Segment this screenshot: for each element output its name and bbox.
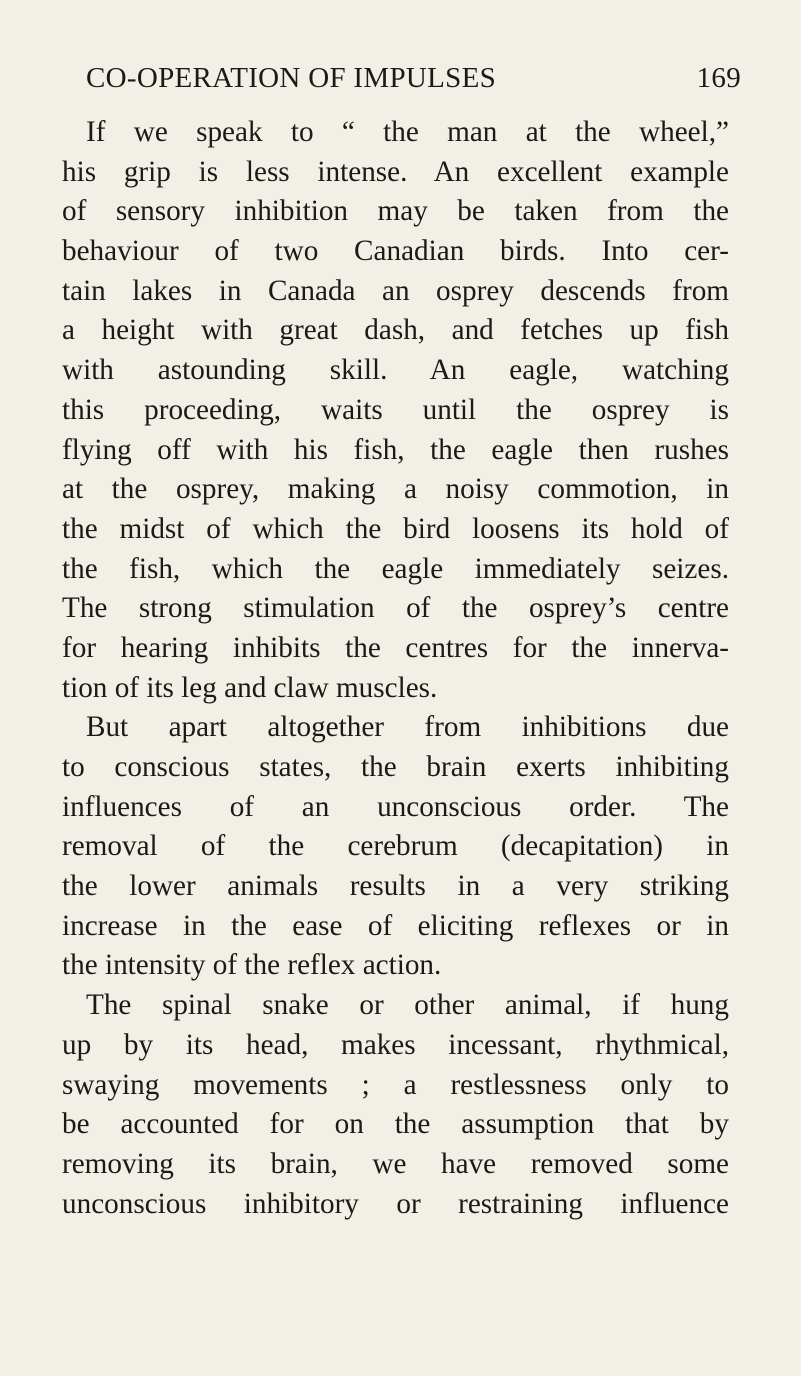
text-line: the intensity of the reflex action.: [62, 949, 442, 982]
text-line: the midst of which the bird loosens its hold of: [62, 512, 729, 545]
text-line: his grip is less intense. An excellent example: [62, 155, 729, 188]
text-line: to conscious states, the brain exerts inhibiting: [62, 751, 729, 783]
text-line: flying off with his fish, the eagle then rushes: [62, 433, 729, 466]
running-head-title: CO-OPERATION OF IMPULSES: [86, 62, 497, 94]
text-line: for hearing inhibits the centres for the innerva-: [62, 631, 729, 664]
text-line: be accounted for on the assumption that by: [62, 1108, 729, 1141]
text-line: swaying movements ; a restlessness only to: [62, 1068, 729, 1101]
text-line: at the osprey, making a noisy commotion, in: [62, 473, 729, 506]
page-number: 169: [696, 62, 741, 94]
text-line: up by its head, makes incessant, rhythmical,: [62, 1028, 729, 1061]
text-line: removal of the cerebrum (decapitation) in: [62, 830, 729, 863]
text-line: If we speak to “ the man at the wheel,”: [86, 116, 729, 148]
text-line: removing its brain, we have removed some: [62, 1147, 729, 1180]
running-head: [62, 62, 741, 98]
text-line: increase in the ease of eliciting reflexes or in: [62, 909, 729, 942]
text-line: a height with great dash, and fetches up fish: [62, 314, 729, 347]
text-line: But apart altogether from inhibitions due: [86, 711, 729, 744]
text-line: the lower animals results in a very striking: [62, 870, 729, 903]
text-line: this proceeding, waits until the osprey is: [62, 393, 729, 426]
text-line: unconscious inhibitory or restraining influence: [62, 1187, 729, 1220]
text-line: with astounding skill. An eagle, watching: [62, 354, 729, 387]
text-line: The spinal snake or other animal, if hung: [86, 989, 729, 1022]
text-line: the fish, which the eagle immediately seizes.: [62, 552, 729, 585]
text-line: tain lakes in Canada an osprey descends from: [62, 274, 729, 307]
text-line: influences of an unconscious order. The: [62, 790, 729, 823]
text-line: of sensory inhibition may be taken from the: [62, 195, 729, 228]
body-text: [62, 113, 729, 1224]
text-line: tion of its leg and claw muscles.: [62, 671, 438, 704]
text-line: behaviour of two Canadian birds. Into cer-: [62, 235, 729, 268]
text-line: The strong stimulation of the osprey’s centre: [62, 592, 729, 625]
